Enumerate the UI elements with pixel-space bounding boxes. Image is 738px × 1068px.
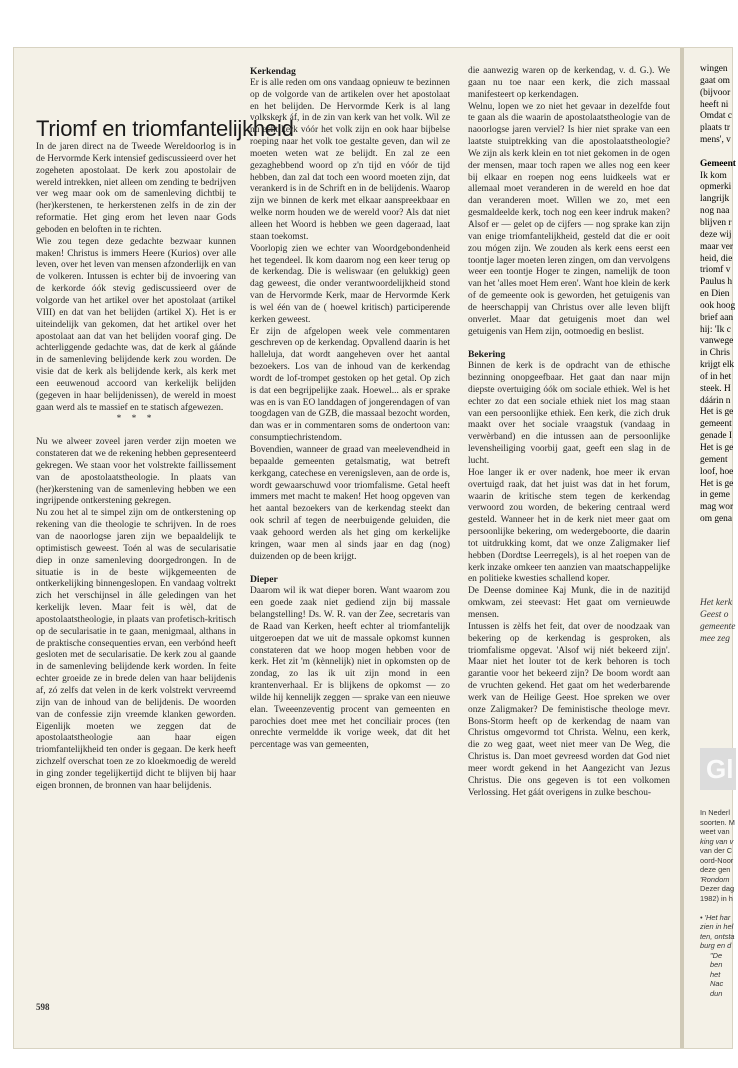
cut-line: Geest o <box>700 609 729 620</box>
column-4-cut <box>700 64 736 526</box>
cut-line: soorten. M <box>700 817 735 827</box>
cut-line: burg en d <box>700 941 732 950</box>
cut-line: mens', v <box>700 135 731 146</box>
paragraph: Binnen de kerk is de opdracht van de ethische bezinning onopgeefbaar. Het gaat dan naar mijn diepste overtuiging óók om sociale ethiek. Wel is het echter zo dat een sociale ethiek niet los mag staan van een persoonlijke ethiek. Een kerk, die zich druk maakt over het sociale vraagstuk (vandaag in verwèrband) en die intussen aan de persoonlijke levensheiliging voorbij gaat, geeft een slag in de lucht. <box>468 361 670 466</box>
cut-line: zien in hel <box>700 922 734 931</box>
cut-line: gemeent <box>700 419 732 430</box>
page-number: 598 <box>36 1002 50 1012</box>
cut-line: • 'Het har <box>700 912 731 922</box>
cut-line: Het is ge <box>700 407 734 418</box>
cut-line: ook hoog <box>700 300 736 311</box>
cut-line: genade I <box>700 431 733 442</box>
cut-line: of in het <box>700 371 732 382</box>
paragraph: De Deense dominee Kaj Munk, die in de nazitijd omkwam, zei steevast: Het gaat om vernieuwde mensen. <box>468 586 670 620</box>
cut-line: 'Rondom <box>700 874 730 884</box>
cut-line: king van v <box>700 836 734 846</box>
cut-line: steek. H <box>700 383 731 394</box>
sidebar-header-text: Gl <box>706 754 734 784</box>
cut-line: vanwege <box>700 336 734 347</box>
cut-line: in Chris <box>700 348 730 359</box>
paragraph: Bovendien, wanneer de graad van meelevendheid in bepaalde gemeenten getalsmatig, wat betreft kerkgang, catechese en verenigsleven, aan de orde is, wordt gewaarschuwd voor triomfalisme. Getal heeft immers met macht te maken! Het hoog opgeven van het aantal bezoekers van de kerkendag steekt dan ook schril af tegen de neerbuigende geluiden, die vaak gehoord werden als het ging om kerkelijke kringen, waar men al sinds jaar en dag (nog) duizenden op de been krijgt. <box>250 445 450 562</box>
page-fold <box>680 48 684 1048</box>
cut-line: nog naa <box>700 206 730 217</box>
cut-line: Omdat c <box>700 111 733 122</box>
cut-line: loof, hoe <box>700 466 734 477</box>
cut-line: heeft ni <box>700 99 729 110</box>
column-4-footnote <box>700 598 736 645</box>
article-title: Triomf en triomfantelijkheid <box>36 116 294 141</box>
cut-line: 1982) in h <box>700 893 733 903</box>
cut-line: plaats tr <box>700 123 730 134</box>
cut-line: maar ver <box>700 241 734 252</box>
cut-line: Dezer dag <box>700 884 735 893</box>
cut-line: mee zeg <box>700 633 730 644</box>
cut-line: deze gen <box>700 865 731 874</box>
cut-line: krijgt elk <box>700 360 735 371</box>
cut-line: oord-Noor <box>700 855 734 865</box>
paragraph: Hoe langer ik er over nadenk, hoe meer ik ervan overtuigd raak, dat het juist was dat in het forum, waarin de kritische stem tegen de kerkendag verwoord zou worden, de bekering centraal werd gesteld. Wanneer het in de kerk niet meer gaat om persoonlijke bekering, om wedergeboorte, die daarin tot uitdrukking komt, dat we onze Zaligmaker lief hebben (Dordtse Leerregels), is al het roepen van de kerk inzake omkeer ten aanzien van maatschappelijke en politieke kwesties schallend koper. <box>468 467 670 585</box>
cut-line: In Nederl <box>700 808 730 817</box>
cut-line: mag wor <box>700 502 734 513</box>
paragraph: Daarom wil ik wat dieper boren. Want waarom zou een goede zaak niet gediend zijn bij massale belangstelling! Ds. W. R. van der Zee, secretaris van de Raad van Kerken, heeft echter al triomfantelijk uitgeroepen dat we uit de massale opkomst kunnen constateren dat we hoop mogen hebben voor de kerk. Het zit 'm (kènnelijk) niet in opkomsten op de zondag, zo las ik uit zijn mond in een krantenverhaal. Er is blijkens de opkomst — zo wilde hij kennelijk zeggen — sprake van een nieuwe elan. Tweeenzeventig procent van gemeenten en parochies doet mee met het conciliair proces (ten onrechte vermeldde ik vorige week, dat dit het percentage was van gemeenten, <box>250 586 450 751</box>
section-divider: * * * <box>116 414 156 425</box>
paragraph: Voorlopig zien we echter van Woordgebondenheid het tegendeel. Ik kom daarom nog een keer terug op de kerkendag. Die is weliswaar (en gelukkig) geen dag geweest, die onder verantwoordelijkheid stond van de Hervormde Kerk, maar de Hervormde Kerk is wel één van de ( hoewel kritisch) participerende kerken geweest. <box>250 243 450 325</box>
paragraph: Nu we alweer zoveel jaren verder zijn moeten we constateren dat we de rekening hebben gepresenteerd gekregen. We staan voor het volstrekte faillissement van de apostolaatstheologie. In plaats van (her)kerstening van de samenleving hebben we een ingrijpende ontkerstening gekregen. <box>36 437 236 507</box>
cut-line: "De <box>710 950 723 960</box>
cut-line: heid, die <box>700 253 733 264</box>
section-heading: Kerkendag <box>250 66 296 77</box>
cut-line: (bijvoor <box>700 87 731 98</box>
cut-line: Het is ge <box>700 478 734 489</box>
paragraph: die aanwezig waren op de kerkendag, v. d. G.). We gaan nu toe naar een kerk, die zich massaal manifesteert op kerkendagen. <box>468 66 670 100</box>
cut-line: opmerki <box>700 182 732 193</box>
paragraph: Er is alle reden om ons vandaag opnieuw te bezinnen op de volgorde van de artikelen over het apostolaat en het belijden. De Hervormde Kerk is al lang volkskerk áf, in de zin van kerk van het volk. Wil ze nu echt kerk vóór het volk zijn en ook haar bijbelse roeping naar het volk toe gestalte geven, dan wil ze moeten weten wat ze belijdt. En zal ze een gezaghebbend woord op z'n tijd en vóór de tijd hebben, dan zal dat toch een woord moeten zijn, dat verankerd is in de Schrift en in de belijdenis. Waarop zijn we binnen de kerk met elkaar aanspreekbaar en welke norm houden we de wereld voor? Als dat niet alleen het Woord is hebben we geen dageraad, laat staan toekomst. <box>250 77 450 242</box>
cut-line: ten, ontsta <box>700 931 735 941</box>
paragraph: In de jaren direct na de Tweede Wereldoorlog is in de Hervormde Kerk intensief gediscussieerd over het zogeheten apostolaat. De kerk zou apostolair de wereld intrekken, niet alleen om zending te bedrijven ver weg maar ook om de samenleving dichtbij te (her)kerstenen, te herkerstenen zelfs in de zin der reformatie. Het ging erom het leven naar Gods geboden en beloften in te richten. <box>36 142 236 235</box>
cut-line: Het is ge <box>700 443 734 453</box>
cut-line: Nac <box>710 979 724 988</box>
cut-line: om gena <box>700 514 733 525</box>
cut-line: wingen <box>700 64 728 74</box>
cut-line: Paulus h <box>700 277 733 288</box>
paragraph: Er zijn de afgelopen week vele commentaren geschreven op de kerkendag. Opvallend daarin is het halleluja, dat wordt aangeheven over het aantal bezoekers. Los van de inhoud van de kerkendag wordt de lof-trompet gestoken op het getal. Op zich is dat een begrijpelijke zaak. Hoewel... als er sprake was en is van EO landdagen of jongerendagen of van toogdagen van de GZB, die massaal bezocht worden, dan was er in commentaren soms de ondertoon van: consumptiechristendom. <box>250 326 450 444</box>
cut-line: triomf v <box>700 265 731 276</box>
cut-line: deze wij <box>700 229 732 240</box>
cut-line: hij: 'Ik c <box>700 324 731 335</box>
cut-line: weet van <box>700 827 730 836</box>
cut-line <box>700 147 736 159</box>
cut-line: het <box>710 969 721 979</box>
cut-line: van der C <box>700 846 733 855</box>
paragraph: Nu zou het al te simpel zijn om de ontkerstening op rekening van die theologie te schrijven. In de roes van de naoorlogse jaren zijn we bepaaldelijk te optimistisch geweest. Toén al was de secularisatie diep in onze samenleving doorgedrongen. In de situatie is in de beste wijkgemeenten de ontkerkelijking binnengeslopen. En vandaag voltrekt zich het verschijnsel in álle geledingen van het kerkelijk leven. Maar feit is wèl, dat de apostolaatstheologie, in plaats van profetisch-kritisch op de secularisatie in te gaan, menigmaal, althans in de praktische consequenties ervan, een verbónd heeft gesloten met de secularisatie. De kerk zou al gaande in de samenleving belijdende kerk worden. In feite echter groeide ze in brede delen van haar belijdenis af, zó zelfs dat velen in de kerk volstrekt vervreemd zijn van de inhoud van de belijdenis. De woorden van de confessie zijn vreemde klanken geworden. Eigenlijk moeten we zeggen dat de apostolaatstheologie aan haar eigen triomfantelijkheid ten onder is gegaan. De kerk heeft zichzelf overschat toen ze zo kloekmoedig de wereld in ging zonder tegelijkertijd dicht te blijven bij haar eigen bronnen, de bronnen van haar belijdenis. <box>36 508 236 791</box>
column-3 <box>468 66 670 799</box>
cut-line: dáárin n <box>700 395 731 406</box>
cut-line: Het kerk <box>700 598 733 608</box>
sidebar-header-box <box>700 748 736 790</box>
cut-line: brief aan <box>700 312 734 323</box>
cut-line: langrijk <box>700 194 730 205</box>
cut-line: gemeente <box>700 621 736 632</box>
cut-line: blijven r <box>700 217 732 228</box>
paragraph: Welnu, lopen we zo niet het gevaar in dezelfde fout te gaan als die waarin de apostolaatstheologie van de naoorlogse jaren verviel? Is hier niet sprake van een laatste stuiptrekking van die apostolaatstheologie? We zijn als kerk klein en tot niet gekomen in de ogen der mensen, maar toch rapen we alles nog een keer bij elkaar en roepen nog eens luidkeels wat er allemaal moet veranderen in de wereld en hoe dat dan veranderen moet. Willen we zo, met een gesmaldeelde kerk, toch nog een keer indruk maken? Alsof er — gelet op de cijfers — nog sprake kan zijn van enige triomfantelijkheid, gesteld dat die er ooit zou mógen zijn. We zouden als kerk eens eerst een toontje lager moeten leren zingen, om dan vervolgens weer een toontje Hoger te zingen, namelijk de toon van het 'alles moet Hem eren'. Want hoe klein de kerk of de gemeente ook is geworden, het getuigenis van de heerschappij van Christus over alle leven blijft onverlet. Maar dat getuigenis moet dan wel getuigenis van Hem zijn, ootmoedig en beslist. <box>468 101 670 337</box>
cut-line: gaat om <box>700 75 730 86</box>
column-1 <box>36 142 236 793</box>
cut-line <box>700 903 736 913</box>
sidebar-article <box>700 808 736 998</box>
section-heading: Dieper <box>250 574 278 586</box>
cut-line: gement <box>700 454 728 465</box>
cut-line: en Dien <box>700 289 730 300</box>
paragraph: Intussen is zèlfs het feit, dat over de noodzaak van bekering op de kerkendag is gesproken, als triomfalisme opgevat. 'Alsof wij niét bekeerd zijn'. Maar niet het louter tot de kerk behoren is toch garantie voor het bekeerd zijn? De boom wordt aan de vruchten gekend. Het gaat om het wederbarende werk van de Heilige Geest. Hoe spreken we over onze Zaligmaker? De feministische theologe mevr. Bons-Storm heeft op de kerkendag de naam van Christus omgevormd tot Christa. Welnu, een kerk, die zo weg gaat, weet niet meer van De Weg, die Christus is. Dan moet gevreesd worden dat God niet meer wordt gekend in het Aangezicht van Jezus Christus. Die ons gegeven is tot een volkomen Verlossing. Het gáát overigens in zulke beschou- <box>468 621 670 798</box>
section-heading: Bekering <box>468 349 506 361</box>
cut-line: ben <box>710 960 723 969</box>
paragraph: Wie zou tegen deze gedachte bezwaar kunnen maken! Christus is immers Heere (Kurios) over alle leven, over het leven van mensen afzonderlijk en van de volkeren. Intussen is echter bij de invoering van de kerkorde óók stevig gediscussieerd over de volgorde van het artikel over het apostolaat (artikel VIII) en dat van het belijden (artikel X). Het is er uiteindelijk van gekomen, dat het artikel over het apostolaat aan dat van het belijden vooraf ging. De achterliggende gedachte was, dat de kerk al gáánde in de samenleving belijdende kerk zou worden. De visie dat de kerk als belijdende kerk, als kerk met een eeuwenoud accoord van kerkelijk belijden (gegeven in haar belijdenissen), de wereld in moest gaan werd als te massief en te statisch afgewezen. <box>36 236 236 413</box>
column-2 <box>250 66 450 752</box>
cut-heading: Gemeent <box>700 158 736 169</box>
cut-line: dun <box>710 988 723 998</box>
cut-line: in geme <box>700 490 730 501</box>
cut-line: Ik kom <box>700 170 727 181</box>
